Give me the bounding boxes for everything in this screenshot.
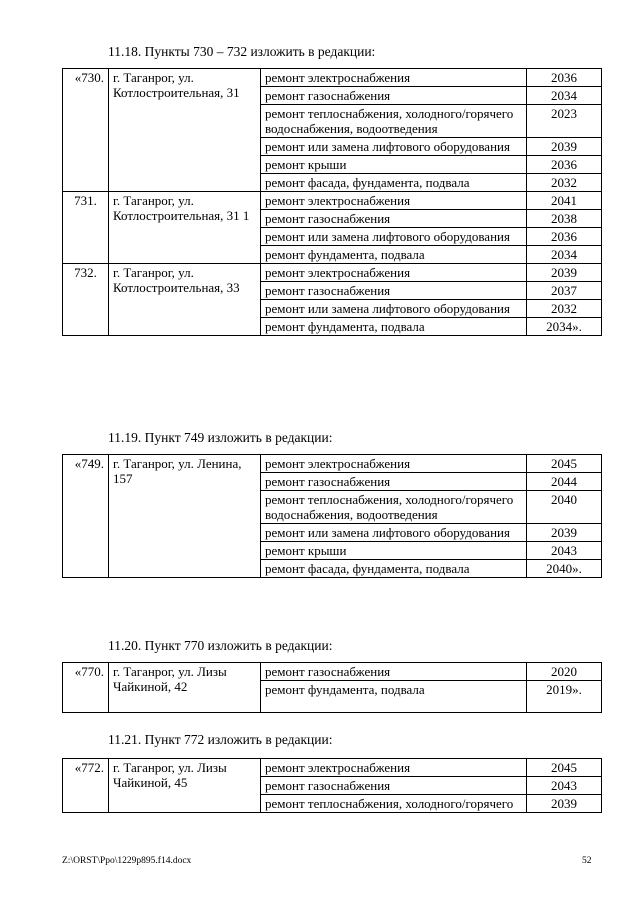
work-type: ремонт фасада, фундамента, подвала <box>261 560 527 578</box>
section-heading: 11.19. Пункт 749 изложить в редакции: <box>108 430 333 445</box>
section-heading: 11.21. Пункт 772 изложить в редакции: <box>108 732 333 747</box>
work-year: 2019». <box>527 681 602 713</box>
footer-file-path: Z:\ORST\Ppo\1229p895.f14.docx <box>62 856 192 866</box>
work-type: ремонт электроснабжения <box>261 455 527 473</box>
work-year: 2037 <box>527 282 602 300</box>
work-year: 2040 <box>527 491 602 524</box>
work-year: 2034 <box>527 246 602 264</box>
work-year: 2044 <box>527 473 602 491</box>
item-number: «770. <box>63 663 109 713</box>
work-year: 2040». <box>527 560 602 578</box>
work-year: 2032 <box>527 174 602 192</box>
work-year: 2023 <box>527 105 602 138</box>
item-number: 731. <box>63 192 109 264</box>
work-year: 2043 <box>527 777 602 795</box>
item-address: г. Таганрог, ул. Ленина, 157 <box>109 455 261 578</box>
item-address: г. Таганрог, ул. Котлостроительная, 31 <box>109 69 261 192</box>
work-type: ремонт электроснабжения <box>261 69 527 87</box>
work-type: ремонт электроснабжения <box>261 192 527 210</box>
work-year: 2043 <box>527 542 602 560</box>
work-type: ремонт крыши <box>261 542 527 560</box>
item-address: г. Таганрог, ул. Лизы Чайкиной, 45 <box>109 759 261 813</box>
work-type: ремонт фундамента, подвала <box>261 246 527 264</box>
work-type: ремонт теплоснабжения, холодного/горячего водоснабжения, водоотведения <box>261 491 527 524</box>
section-table <box>62 454 602 578</box>
work-type: ремонт или замена лифтового оборудования <box>261 138 527 156</box>
item-address: г. Таганрог, ул. Котлостроительная, 31 1 <box>109 192 261 264</box>
work-year: 2039 <box>527 138 602 156</box>
work-type: ремонт фундамента, подвала <box>261 318 527 336</box>
work-type: ремонт фундамента, подвала <box>261 681 527 713</box>
work-type: ремонт крыши <box>261 156 527 174</box>
work-type: ремонт теплоснабжения, холодного/горячего водоснабжения, водоотведения <box>261 105 527 138</box>
item-number: «730. <box>63 69 109 192</box>
work-year: 2036 <box>527 228 602 246</box>
item-number: «749. <box>63 455 109 578</box>
work-type: ремонт или замена лифтового оборудования <box>261 300 527 318</box>
work-type: ремонт фасада, фундамента, подвала <box>261 174 527 192</box>
table-row <box>63 455 602 473</box>
work-year: 2036 <box>527 156 602 174</box>
work-year: 2034 <box>527 87 602 105</box>
work-type: ремонт или замена лифтового оборудования <box>261 524 527 542</box>
work-type: ремонт газоснабжения <box>261 210 527 228</box>
work-type: ремонт газоснабжения <box>261 473 527 491</box>
table-row <box>63 663 602 681</box>
footer-page-number: 52 <box>582 856 592 866</box>
work-type: ремонт или замена лифтового оборудования <box>261 228 527 246</box>
work-type: ремонт газоснабжения <box>261 87 527 105</box>
work-type: ремонт электроснабжения <box>261 264 527 282</box>
table-row <box>63 264 602 282</box>
section-table <box>62 68 602 336</box>
work-year: 2045 <box>527 455 602 473</box>
work-year: 2041 <box>527 192 602 210</box>
item-number: 732. <box>63 264 109 336</box>
work-year: 2039 <box>527 264 602 282</box>
section-heading: 11.18. Пункты 730 – 732 изложить в редакции: <box>108 44 376 59</box>
work-year: 2045 <box>527 759 602 777</box>
work-type: ремонт газоснабжения <box>261 777 527 795</box>
section-table <box>62 662 602 713</box>
work-year: 2039 <box>527 795 602 813</box>
item-address: г. Таганрог, ул. Лизы Чайкиной, 42 <box>109 663 261 713</box>
section-heading: 11.20. Пункт 770 изложить в редакции: <box>108 638 333 653</box>
work-type: ремонт теплоснабжения, холодного/горячего <box>261 795 527 813</box>
table-row <box>63 759 602 777</box>
item-number: «772. <box>63 759 109 813</box>
work-type: ремонт электроснабжения <box>261 759 527 777</box>
table-row <box>63 192 602 210</box>
item-address: г. Таганрог, ул. Котлостроительная, 33 <box>109 264 261 336</box>
work-year: 2039 <box>527 524 602 542</box>
section-table <box>62 758 602 813</box>
work-year: 2038 <box>527 210 602 228</box>
work-year: 2032 <box>527 300 602 318</box>
work-year: 2034». <box>527 318 602 336</box>
table-row <box>63 69 602 87</box>
work-year: 2020 <box>527 663 602 681</box>
work-year: 2036 <box>527 69 602 87</box>
work-type: ремонт газоснабжения <box>261 282 527 300</box>
work-type: ремонт газоснабжения <box>261 663 527 681</box>
